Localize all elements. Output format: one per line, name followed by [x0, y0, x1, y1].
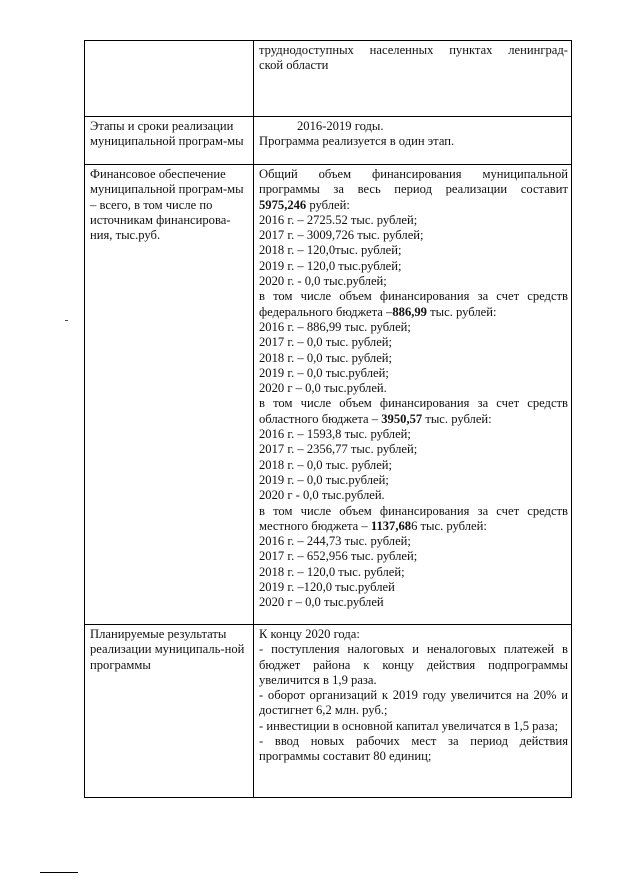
area-line-2: ской области: [259, 58, 329, 73]
federal-amount-line: [259, 305, 568, 320]
regional-intro: в том числе объем финансирования за счет средств: [259, 396, 568, 411]
results-item: - ввод новых рабочих мест за период действия программы составит 80 единиц;: [259, 734, 568, 764]
stages-label: Этапы и сроки реализации муниципальной програм-мы: [85, 117, 254, 165]
stages-value: [254, 117, 572, 165]
table-row-stages: [85, 117, 572, 165]
table-row-results: [85, 625, 572, 798]
regional-prefix: областного бюджета –: [259, 411, 382, 426]
footnote-rule: [40, 872, 78, 873]
local-prefix: местного бюджета –: [259, 518, 371, 533]
total-intro-1: Общий объем финансирования муниципальной: [259, 167, 568, 181]
regional-year: 2019 г. – 0,0 тыс.рублей;: [259, 472, 389, 487]
financing-value: [254, 165, 572, 625]
federal-amount: 886,99: [392, 304, 427, 319]
financing-label: Финансовое обеспечение муниципальной програм-мы – всего, в том числе по источникам финансирова-ния, тыс.руб.: [85, 165, 254, 625]
results-item: - инвестиции в основной капитал увеличатся в 1,5 раза;: [259, 718, 559, 733]
results-label: Планируемые результаты реализации муниципаль-ной программы: [85, 625, 254, 798]
regional-amount-line: [259, 412, 568, 427]
results-item: - поступления налоговых и неналоговых платежей в бюджет района к концу действия подпрограммы увеличится в 1,9 раза.: [259, 642, 568, 687]
local-year: 2019 г. –120,0 тыс.рублей: [259, 580, 395, 595]
local-suffix: 6 тыс. рублей:: [411, 518, 487, 533]
total-intro-2: программы за весь период реализации составит: [259, 182, 568, 197]
federal-suffix: тыс. рублей:: [426, 304, 497, 319]
regional-suffix: тыс. рублей:: [422, 411, 492, 426]
cell-empty: [85, 41, 254, 117]
table-row-area: [85, 41, 572, 117]
total-unit: рублей:: [306, 197, 350, 212]
federal-year: 2016 г. – 886,99 тыс. рублей;: [259, 319, 411, 334]
federal-year: 2018 г. – 0,0 тыс. рублей;: [259, 350, 393, 365]
local-year: 2018 г. – 120,0 тыс. рублей;: [259, 564, 405, 579]
federal-prefix: федерального бюджета –: [259, 304, 393, 319]
regional-year: 2020 г - 0,0 тыс.рублей.: [259, 488, 385, 503]
federal-year: 2017 г. – 0,0 тыс. рублей;: [259, 335, 393, 350]
total-year: 2018 г. – 120,0тыс. рублей;: [259, 243, 402, 258]
total-year: 2017 г. – 3009,726 тыс. рублей;: [259, 228, 424, 243]
regional-amount: 3950,57: [381, 411, 423, 426]
results-item: - оборот организаций к 2019 году увеличится на 20% и достигнет 6,2 млн. руб.;: [259, 688, 568, 718]
local-year: 2020 г – 0,0 тыс.рублей: [259, 595, 384, 610]
table-row-financing: [85, 165, 572, 625]
results-heading: К концу 2020 года:: [259, 627, 360, 641]
total-year: 2016 г. – 2725.52 тыс. рублей;: [259, 212, 418, 227]
regional-year: 2016 г. – 1593,8 тыс. рублей;: [259, 427, 411, 442]
cell-area-text: [254, 41, 572, 117]
stages-years: 2016-2019 годы.: [297, 119, 384, 133]
federal-intro: в том числе объем финансирования за счет средств: [259, 289, 568, 304]
federal-year: 2019 г. – 0,0 тыс.рублей;: [259, 365, 389, 380]
local-amount: 1137,68: [370, 518, 412, 533]
total-amount: 5975,246: [259, 197, 307, 212]
area-line-1: труднодоступных населенных пунктах ленинград-: [259, 43, 568, 57]
results-value: [254, 625, 572, 798]
federal-year: 2020 г – 0,0 тыс.рублей.: [259, 381, 387, 396]
total-year: 2020 г. - 0,0 тыс.рублей;: [259, 274, 387, 289]
local-amount-line: [259, 519, 568, 534]
passport-table: [84, 40, 572, 798]
local-intro: в том числе объем финансирования за счет средств: [259, 503, 568, 518]
local-year: 2017 г. – 652,956 тыс. рублей;: [259, 549, 418, 564]
total-amount-line: [259, 198, 568, 213]
local-year: 2016 г. – 244,73 тыс. рублей;: [259, 534, 411, 549]
regional-year: 2018 г. – 0,0 тыс. рублей;: [259, 457, 393, 472]
regional-year: 2017 г. – 2356,77 тыс. рублей;: [259, 442, 418, 457]
margin-mark: [65, 320, 68, 321]
total-year: 2019 г. – 120,0 тыс.рублей;: [259, 258, 402, 273]
stages-note: Программа реализуется в один этап.: [259, 134, 455, 149]
